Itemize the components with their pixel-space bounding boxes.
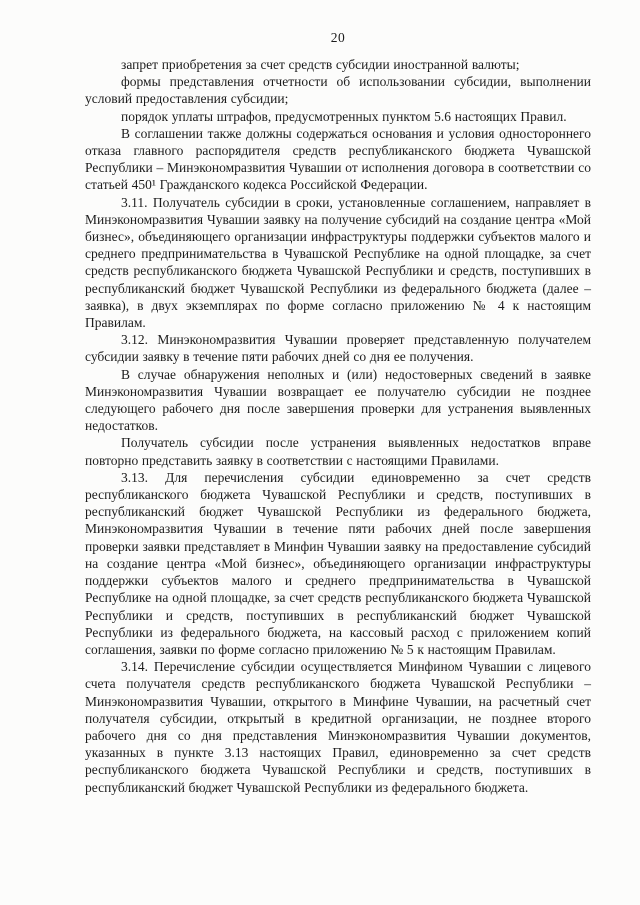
paragraph-reporting-forms: формы представления отчетности об использовании субсидии, выполнении условий предоставления субсидии; — [85, 74, 591, 107]
paragraph-clause-3-11: 3.11. Получатель субсидии в сроки, установленные соглашением, направляет в Минэкономразвития Чувашии заявку на получение субсидий на создание центра «Мой бизнес», объединяющего организации инфраструктуры поддержки субъектов малого и среднего предпринимательства в Чувашской Республике на одной площадке, за счет средств республиканского бюджета Чувашской Республики и средств, поступивших в республиканский бюджет Чувашской Республики из федерального бюджета (далее – заявка), в двух экземплярах по форме согласно приложению № 4 к настоящим Правилам. — [85, 194, 591, 331]
paragraph-incomplete-data: В случае обнаружения неполных и (или) недостоверных сведений в заявке Минэкономразвития Чувашии возвращает ее получателю субсидии не позднее следующего рабочего дня после завершения проверки для устранения выявленных недостатков. — [85, 366, 591, 434]
paragraph-clause-3-12: 3.12. Минэкономразвития Чувашии проверяет представленную получателем субсидии заявку в течение пяти рабочих дней со дня ее получения. — [85, 332, 591, 365]
document-body — [85, 56, 591, 796]
paragraph-fines-order: порядок уплаты штрафов, предусмотренных пунктом 5.6 настоящих Правил. — [121, 108, 567, 124]
paragraph-resubmission: Получатель субсидии после устранения выявленных недостатков вправе повторно представить заявку в соответствии с настоящими Правилами. — [85, 435, 591, 468]
paragraph-agreement-refusal: В соглашении также должны содержаться основания и условия одностороннего отказа главного распорядителя средств республиканского бюджета Чувашской Республики – Минэкономразвития Чувашии от исполнения договора в соответствии со статьей 450¹ Гражданского кодекса Российской Федерации. — [85, 125, 591, 193]
page-number: 20 — [330, 30, 346, 45]
paragraph-prohibition-currency: запрет приобретения за счет средств субсидии иностранной валюты; — [121, 57, 520, 72]
paragraph-clause-3-13: 3.13. Для перечисления субсидии единовременно за счет средств республиканского бюджета Чувашской Республики и средств, поступивших в республиканский бюджет Чувашской Республики из федерального бюджета, Минэкономразвития Чувашии в течение пяти рабочих дней после завершения проверки заявки представляет в Минфин Чувашии заявку на предоставление субсидий на создание центра «Мой бизнес», объединяющего организации инфраструктуры поддержки субъектов малого и среднего предпринимательства в Чувашской Республике на одной площадке, за счет средств республиканского бюджета Чувашской Республики и средств, поступивших в республиканский бюджет Чувашской Республики из федерального бюджета, на кассовый расход с приложением копий соглашения, заявки по форме согласно приложению № 5 к настоящим Правилам. — [85, 469, 591, 657]
paragraph-clause-3-14: 3.14. Перечисление субсидии осуществляется Минфином Чувашии с лицевого счета получателя средств республиканского бюджета Чувашской Республики – Минэкономразвития Чувашии, открытого в Минфине Чувашии, на расчетный счет получателя субсидии, открытый в кредитной организации, не позднее второго рабочего дня со дня представления Минэкономразвития Чувашии документов, указанных в пункте 3.13 настоящих Правил, единовременно за счет средств республиканского бюджета Чувашской Республики и средств, поступивших в республиканский бюджет Чувашской Республики из федерального бюджета. — [85, 659, 591, 795]
